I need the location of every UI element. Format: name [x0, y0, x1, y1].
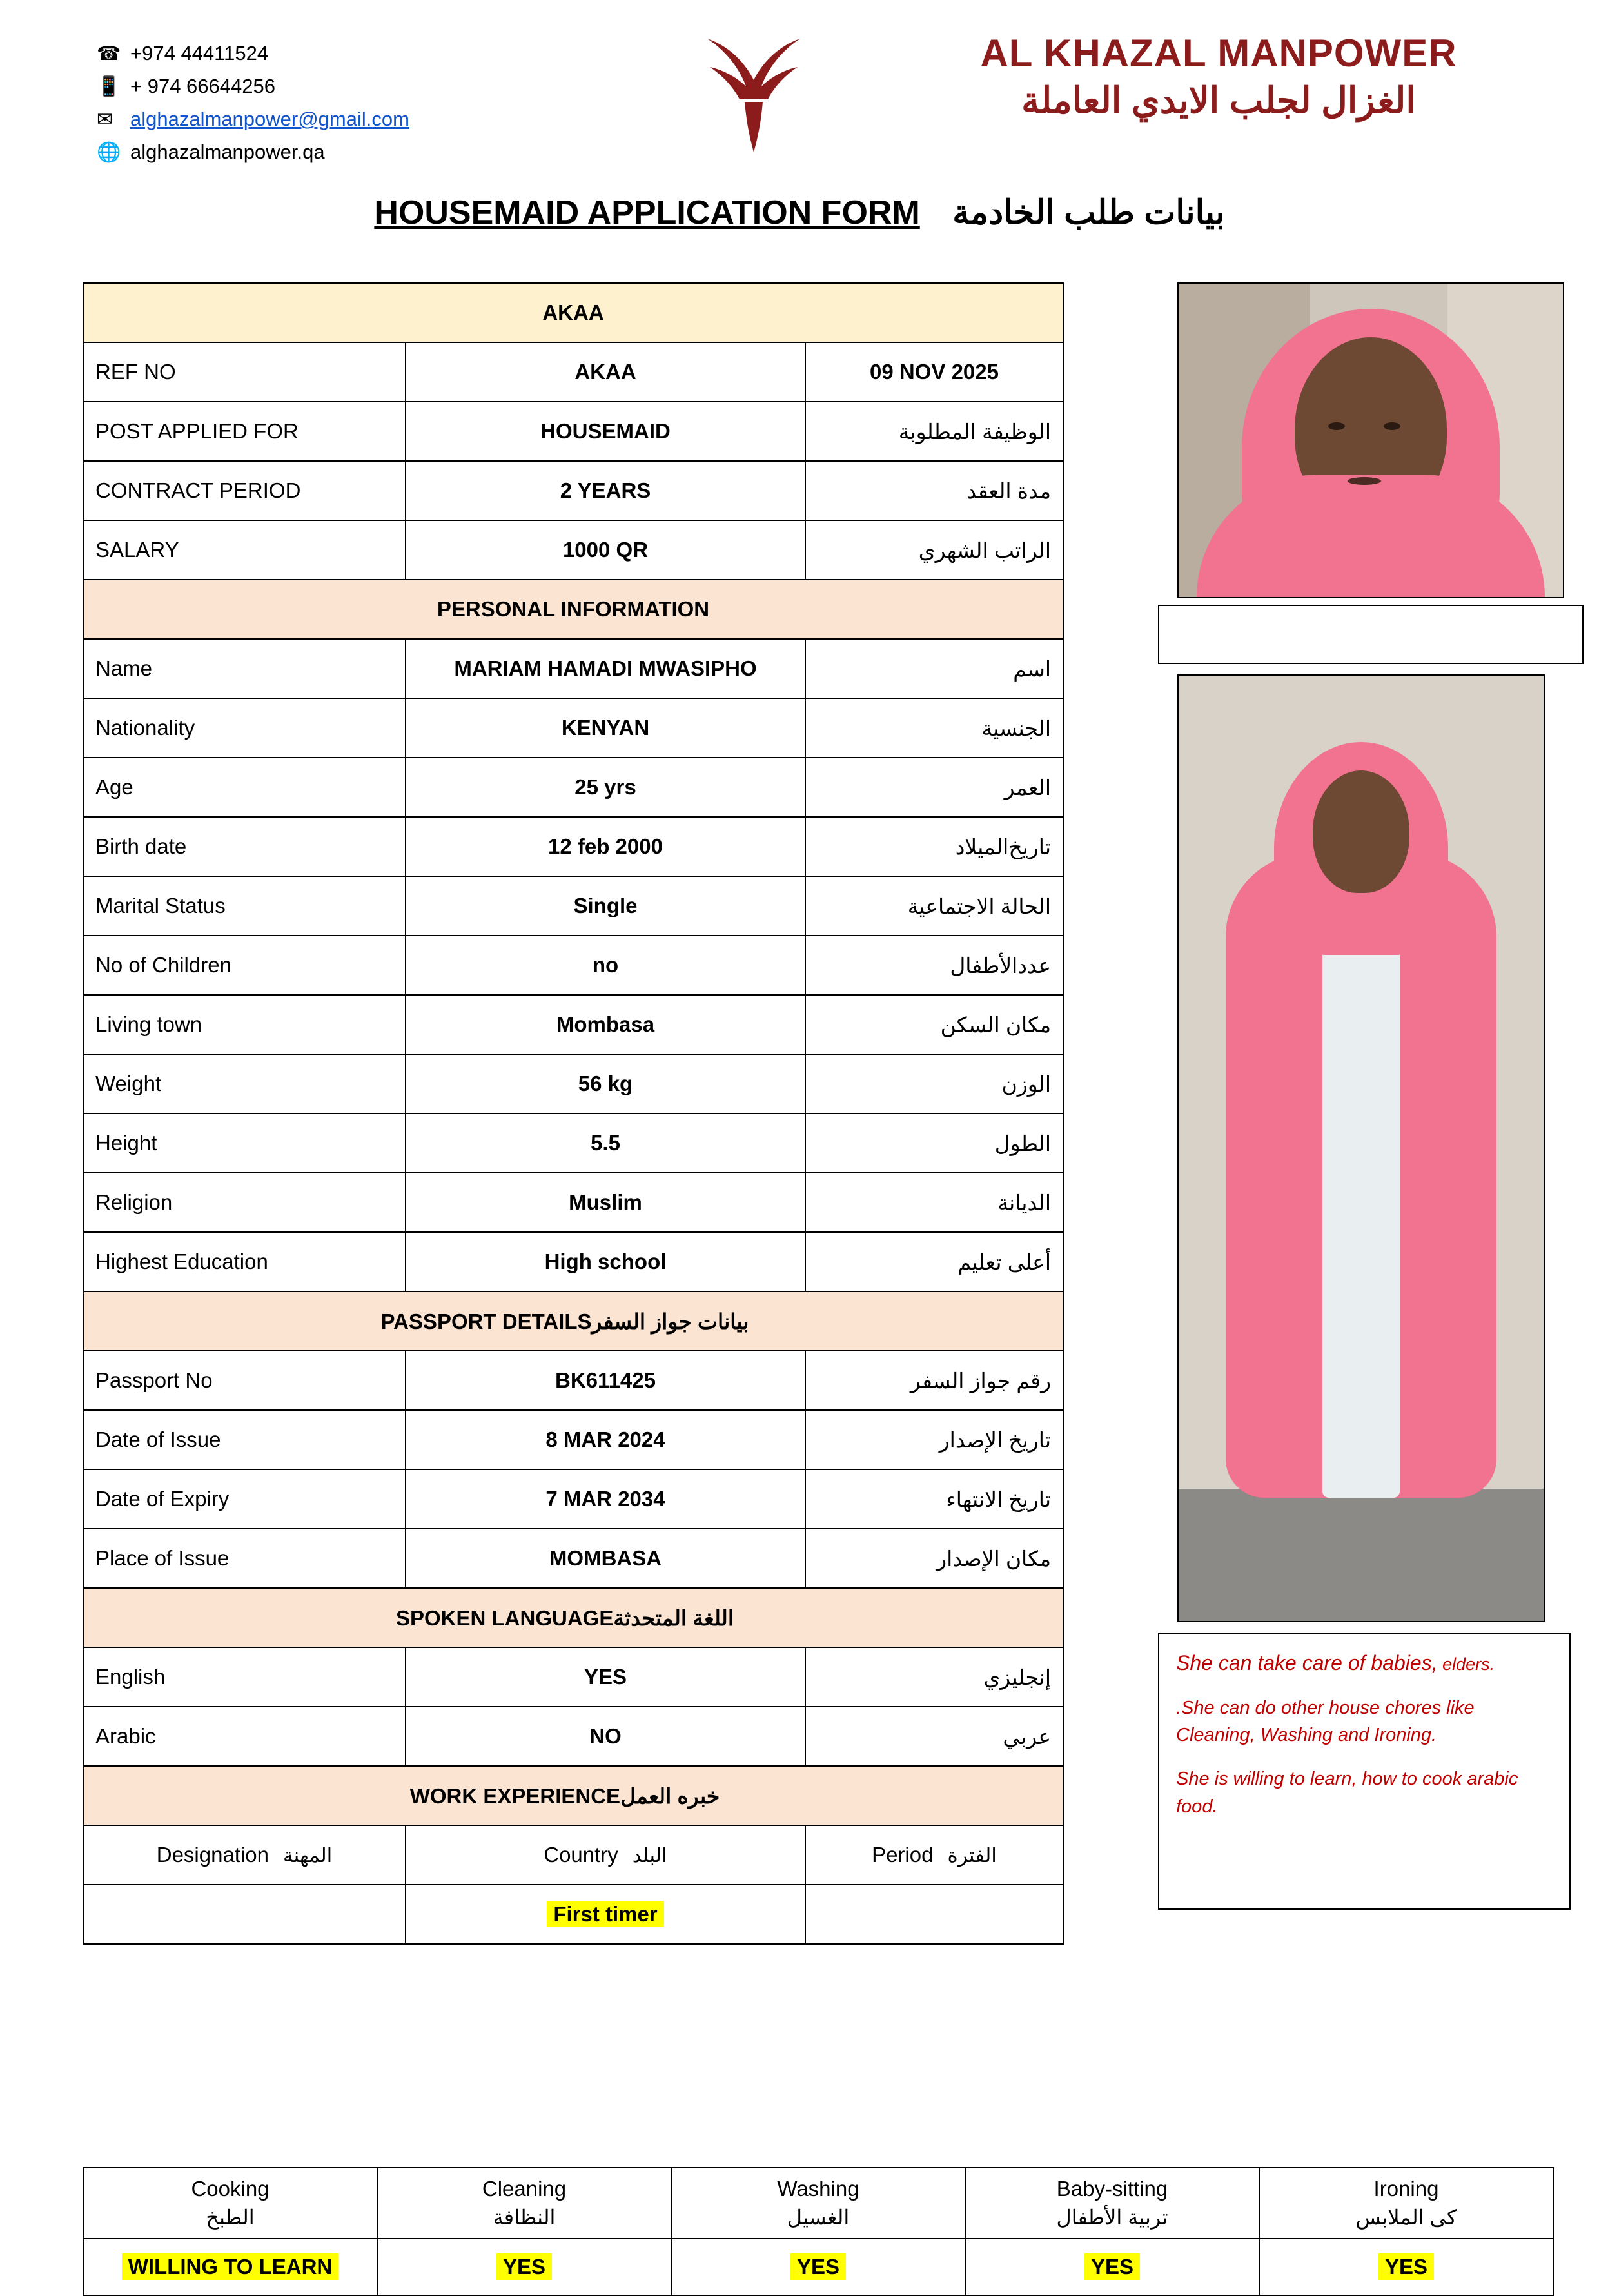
row-date: 09 NOV 2025 — [805, 342, 1063, 402]
row-value-age: 25 yrs — [406, 758, 805, 817]
row-ar-post-applied: الوظيفة المطلوبة — [805, 402, 1063, 461]
row-value-salary: 1000 QR — [406, 520, 805, 580]
mobile-icon: 📱 — [97, 75, 121, 97]
row-ar-passport-no: رقم جواز السفر — [805, 1351, 1063, 1410]
table-row — [83, 1469, 1063, 1529]
row-label-no-of-children: No of Children — [83, 936, 406, 995]
skill-value-cleaning — [377, 2239, 671, 2295]
skill-cleaning-en: Cleaning — [482, 2177, 567, 2201]
table-row — [83, 1351, 1063, 1410]
work-col-designation — [83, 1825, 406, 1885]
table-row — [83, 1588, 1063, 1647]
skill-ironing-value-text: YES — [1378, 2253, 1434, 2280]
row-ar-arabic: عربي — [805, 1707, 1063, 1766]
row-ar-weight: الوزن — [805, 1054, 1063, 1114]
row-label-date-of-issue: Date of Issue — [83, 1410, 406, 1469]
applicant-portrait-photo — [1177, 282, 1564, 598]
application-table — [83, 282, 1064, 1945]
form-title-row — [0, 193, 1599, 232]
table-row — [83, 1647, 1063, 1707]
row-value-living-town: Mombasa — [406, 995, 805, 1054]
row-value-date-of-expiry: 7 MAR 2034 — [406, 1469, 805, 1529]
remark-line-1-small: elders. — [1437, 1654, 1495, 1674]
website-text[interactable]: alghazalmanpower.qa — [130, 141, 325, 164]
table-row — [83, 402, 1063, 461]
first-timer-badge: First timer — [547, 1901, 663, 1927]
contact-row-email — [97, 103, 409, 136]
row-value-religion: Muslim — [406, 1173, 805, 1232]
brand-name-en: AL KHAZAL MANPOWER — [980, 32, 1457, 75]
skill-cleaning-ar: النظافة — [493, 2205, 556, 2229]
table-row — [83, 1410, 1063, 1469]
table-row — [83, 283, 1063, 342]
phone-number-2: + 974 66644256 — [130, 75, 275, 98]
row-value-date-of-issue: 8 MAR 2024 — [406, 1410, 805, 1469]
row-value-nationality: KENYAN — [406, 698, 805, 758]
row-label-nationality: Nationality — [83, 698, 406, 758]
row-label-religion: Religion — [83, 1173, 406, 1232]
row-value-weight: 56 kg — [406, 1054, 805, 1114]
email-link[interactable]: alghazalmanpower@gmail.com — [130, 108, 409, 131]
skill-washing-en: Washing — [777, 2177, 859, 2201]
work-country-en: Country — [544, 1843, 618, 1867]
skill-cooking-value-text: WILLING TO LEARN — [122, 2253, 339, 2280]
row-ar-height: الطول — [805, 1114, 1063, 1173]
skill-babysitting-en: Baby-sitting — [1056, 2177, 1168, 2201]
row-label-marital-status: Marital Status — [83, 876, 406, 936]
section-spoken-language — [83, 1588, 1063, 1647]
row-label-date-of-expiry: Date of Expiry — [83, 1469, 406, 1529]
row-ar-no-of-children: عدد‌الأطفال — [805, 936, 1063, 995]
section-personal-information: PERSONAL INFORMATION — [83, 580, 1063, 639]
skill-cooking-en: Cooking — [191, 2177, 270, 2201]
work-col-period — [805, 1825, 1063, 1885]
skill-value-washing — [671, 2239, 965, 2295]
row-ar-place-of-issue: مكان الإصدار — [805, 1529, 1063, 1588]
table-row — [83, 580, 1063, 639]
skill-head-ironing — [1259, 2168, 1553, 2239]
row-ar-living-town: مكان السكن — [805, 995, 1063, 1054]
remark-line-3: She is willing to learn, how to cook arabic food. — [1176, 1769, 1518, 1817]
row-label-post-applied: POST APPLIED FOR — [83, 402, 406, 461]
skill-babysitting-ar: تربية الأطفال — [1056, 2205, 1168, 2229]
work-cell-country-value — [406, 1885, 805, 1944]
row-value-passport-no: BK611425 — [406, 1351, 805, 1410]
gazelle-logo-icon — [700, 32, 809, 161]
row-ar-date-of-issue: تاريخ الإصدار — [805, 1410, 1063, 1469]
contact-row-mobile — [97, 70, 409, 103]
table-row — [83, 995, 1063, 1054]
row-ar-religion: الديانة — [805, 1173, 1063, 1232]
row-value-ref-no: AKAA — [406, 342, 805, 402]
remark-line-2: .She can do other house chores like Cleaning, Washing and Ironing. — [1176, 1698, 1475, 1746]
skills-table — [83, 2167, 1554, 2296]
skill-washing-value-text: YES — [790, 2253, 846, 2280]
table-row — [83, 876, 1063, 936]
row-value-english: YES — [406, 1647, 805, 1707]
row-value-marital-status: Single — [406, 876, 805, 936]
work-period-ar: الفترة — [947, 1844, 997, 1867]
page-title-ar: بيانات طلب الخادمة — [952, 194, 1225, 231]
contact-row-phone — [97, 37, 409, 70]
skill-babysitting-value-text: YES — [1084, 2253, 1140, 2280]
row-label-salary: SALARY — [83, 520, 406, 580]
skills-section — [83, 2168, 1520, 2296]
row-label-birth-date: Birth date — [83, 817, 406, 876]
table-row — [83, 2239, 1553, 2295]
work-country-ar: البلد — [632, 1844, 667, 1867]
table-row — [83, 520, 1063, 580]
row-ar-nationality: الجنسية — [805, 698, 1063, 758]
row-ar-birth-date: تاريخ‌الميلاد — [805, 817, 1063, 876]
skill-value-ironing — [1259, 2239, 1553, 2295]
row-label-height: Height — [83, 1114, 406, 1173]
row-label-name: Name — [83, 639, 406, 698]
row-ar-date-of-expiry: تاريخ الانتهاء — [805, 1469, 1063, 1529]
work-cell-period-empty — [805, 1885, 1063, 1944]
row-value-no-of-children: no — [406, 936, 805, 995]
section-work-ar: خبره العمل — [620, 1783, 720, 1808]
row-value-birth-date: 12 feb 2000 — [406, 817, 805, 876]
row-ar-age: العمر — [805, 758, 1063, 817]
row-ar-name: اسم — [805, 639, 1063, 698]
section-passport-en: PASSPORT DETAILS — [380, 1309, 592, 1333]
table-row — [83, 639, 1063, 698]
remarks-box — [1158, 1633, 1571, 1910]
table-row — [83, 1825, 1063, 1885]
table-row — [83, 1232, 1063, 1291]
table-row — [83, 342, 1063, 402]
phone-icon: ☎ — [97, 43, 121, 64]
row-label-living-town: Living town — [83, 995, 406, 1054]
skill-value-babysitting — [965, 2239, 1259, 2295]
row-ar-english: إنجليزي — [805, 1647, 1063, 1707]
contact-row-website — [97, 136, 409, 169]
globe-icon: 🌐 — [97, 141, 121, 163]
table-row — [83, 1707, 1063, 1766]
row-value-place-of-issue: MOMBASA — [406, 1529, 805, 1588]
brand-name-ar: الغزال لجلب الايدي العاملة — [1021, 80, 1416, 121]
row-ar-highest-education: أعلى تعليم — [805, 1232, 1063, 1291]
section-work-experience — [83, 1766, 1063, 1825]
work-designation-ar: المهنة — [283, 1844, 333, 1867]
remark-line-1-main: She can take care of babies, — [1176, 1651, 1438, 1674]
work-period-en: Period — [872, 1843, 934, 1867]
page-title: HOUSEMAID APPLICATION FORM — [374, 194, 920, 231]
row-label-passport-no: Passport No — [83, 1351, 406, 1410]
table-row — [83, 1291, 1063, 1351]
row-ar-marital-status: الحالة الاجتماعية — [805, 876, 1063, 936]
photo-caption-blank-box — [1158, 605, 1584, 664]
section-passport-ar: بيانات جواز السفر — [591, 1309, 749, 1333]
row-value-height: 5.5 — [406, 1114, 805, 1173]
agency-code-header: AKAA — [83, 283, 1063, 342]
row-value-name: MARIAM HAMADI MWASIPHO — [406, 639, 805, 698]
table-row — [83, 1114, 1063, 1173]
row-ar-salary: الراتب الشهري — [805, 520, 1063, 580]
skill-ironing-en: Ironing — [1373, 2177, 1439, 2201]
row-label-english: English — [83, 1647, 406, 1707]
table-row — [83, 758, 1063, 817]
table-row — [83, 1766, 1063, 1825]
table-row — [83, 1173, 1063, 1232]
table-row — [83, 461, 1063, 520]
table-row — [83, 1054, 1063, 1114]
row-label-weight: Weight — [83, 1054, 406, 1114]
skill-head-cleaning — [377, 2168, 671, 2239]
skill-head-washing — [671, 2168, 965, 2239]
contact-block — [97, 37, 409, 169]
section-work-en: WORK EXPERIENCE — [409, 1783, 621, 1808]
applicant-fullbody-photo — [1177, 674, 1545, 1622]
table-row — [83, 1885, 1063, 1944]
form-table-column — [83, 282, 1063, 1945]
table-row — [83, 817, 1063, 876]
table-row — [83, 698, 1063, 758]
skill-cooking-ar: الطبخ — [206, 2205, 255, 2229]
row-ar-contract-period: مدة العقد — [805, 461, 1063, 520]
row-label-arabic: Arabic — [83, 1707, 406, 1766]
row-label-highest-education: Highest Education — [83, 1232, 406, 1291]
row-label-age: Age — [83, 758, 406, 817]
photo-column — [1158, 282, 1584, 1910]
skill-washing-ar: الغسيل — [787, 2205, 850, 2229]
brand-block — [954, 31, 1483, 122]
row-value-post-applied: HOUSEMAID — [406, 402, 805, 461]
section-language-ar: اللغة المتحدثة — [613, 1605, 734, 1630]
work-designation-en: Designation — [156, 1843, 270, 1867]
section-passport-details — [83, 1291, 1063, 1351]
envelope-icon: ✉ — [97, 108, 113, 130]
row-label-contract-period: CONTRACT PERIOD — [83, 461, 406, 520]
table-row — [83, 936, 1063, 995]
remark-line-1 — [1176, 1648, 1553, 1678]
row-label-ref-no: REF NO — [83, 342, 406, 402]
section-language-en: SPOKEN LANGUAGE — [395, 1605, 614, 1630]
row-label-place-of-issue: Place of Issue — [83, 1529, 406, 1588]
row-value-highest-education: High school — [406, 1232, 805, 1291]
skill-head-cooking — [83, 2168, 377, 2239]
phone-number-1: +974 44411524 — [130, 42, 269, 65]
work-cell-designation-empty — [83, 1885, 406, 1944]
table-row — [83, 2168, 1553, 2239]
table-row — [83, 1529, 1063, 1588]
skill-ironing-ar: كى الملابس — [1355, 2205, 1457, 2229]
row-value-contract-period: 2 YEARS — [406, 461, 805, 520]
skill-value-cooking — [83, 2239, 377, 2295]
work-col-country — [406, 1825, 805, 1885]
page-header — [0, 0, 1599, 231]
skill-cleaning-value-text: YES — [496, 2253, 552, 2280]
skill-head-babysitting — [965, 2168, 1259, 2239]
row-value-arabic: NO — [406, 1707, 805, 1766]
